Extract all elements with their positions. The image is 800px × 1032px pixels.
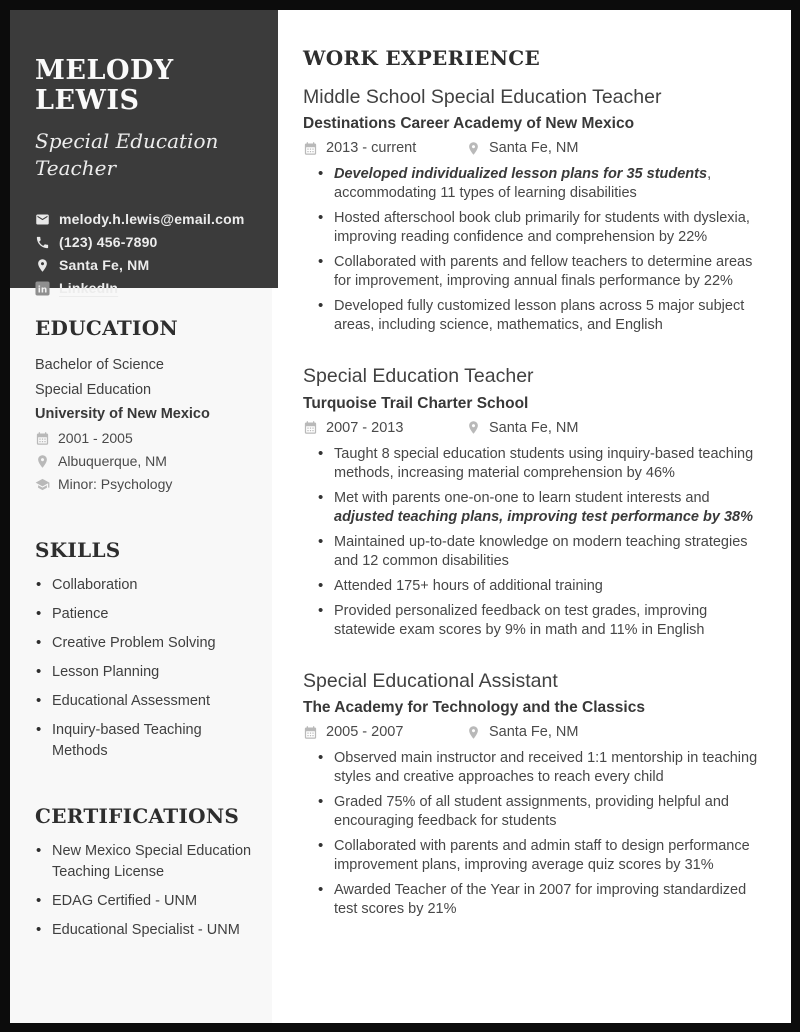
job-dates-text: 2013 - current [326, 140, 417, 157]
bullet-emphasis: Developed individualized lesson plans for 35 students [334, 166, 708, 183]
bullet-text: Maintained up-to-date knowledge on modern teaching strategies and 12 common disabilities [334, 533, 748, 569]
certification-text: EDAG Certified - UNM [52, 892, 198, 909]
education-heading: EDUCATION [35, 316, 179, 340]
graduation-cap-icon [35, 477, 50, 492]
bullet-text: Taught 8 special education students using inquiry-based teaching methods, increasing material comprehension by 46% [334, 445, 754, 481]
bullet-text: Awarded Teacher of the Year in 2007 for improving standardized test scores by 21% [334, 882, 747, 918]
skill-item [35, 604, 252, 625]
job-title: Special Educational Assistant [303, 669, 558, 692]
location-pin-icon [35, 258, 50, 273]
job-location [466, 140, 578, 156]
skill-text: Lesson Planning [52, 663, 160, 680]
job-location [466, 724, 578, 740]
education-dates [35, 427, 252, 450]
certification-item [35, 920, 252, 941]
calendar-icon [303, 141, 318, 156]
bullet-text: Attended 175+ hours of additional training [334, 577, 603, 594]
job-title: Middle School Special Education Teacher [303, 86, 662, 108]
skill-item [35, 662, 252, 683]
certification-text: New Mexico Special Education Teaching License [52, 842, 252, 880]
job-entry [303, 364, 765, 639]
bullet-text: Provided personalized feedback on test grades, improving statewide exam scores by 9% in math and 11% in English [334, 602, 708, 638]
skill-text: Educational Assessment [52, 692, 210, 709]
contact-linkedin[interactable] [35, 280, 254, 296]
location-pin-icon [466, 420, 481, 435]
contact-email [35, 211, 254, 227]
job-bullet [303, 445, 765, 483]
job-dates [303, 420, 466, 436]
job-bullet [303, 165, 765, 203]
bullet-text: Met with parents one-on-one to learn student interests and [334, 489, 710, 506]
job-bullet [303, 533, 765, 571]
contact-phone [35, 234, 254, 250]
header-box [10, 10, 278, 297]
email-icon [35, 212, 50, 227]
education-degree: Bachelor of Science [35, 357, 164, 373]
job-location-text: Santa Fe, NM [489, 419, 579, 436]
bullet-emphasis: adjusted teaching plans, improving test performance by 38% [334, 508, 753, 525]
bullet-text: Collaborated with parents and fellow teachers to determine areas for improvement, improving annual finals performance by 22% [334, 254, 753, 290]
job-dates-text: 2005 - 2007 [326, 724, 404, 741]
certification-item [35, 891, 252, 912]
certifications-heading: CERTIFICATIONS [35, 803, 240, 828]
job-company: The Academy for Technology and the Classics [303, 699, 645, 717]
job-dates [303, 140, 466, 156]
job-bullet [303, 209, 765, 247]
certifications-list [35, 841, 252, 941]
job-meta [303, 140, 765, 156]
job-bullet [303, 602, 765, 640]
job-bullet-list [303, 165, 765, 335]
contact-phone-text: (123) 456-7890 [59, 234, 158, 251]
job-dates-text: 2007 - 2013 [326, 419, 404, 436]
location-pin-icon [466, 725, 481, 740]
person-title: Special Education Teacher [35, 129, 219, 181]
location-pin-icon [35, 454, 50, 469]
resume-inner [10, 10, 791, 1023]
skill-text: Patience [52, 605, 109, 622]
certification-item [35, 841, 252, 883]
job-meta [303, 420, 765, 436]
skills-heading: SKILLS [35, 537, 121, 562]
job-dates [303, 724, 466, 740]
contact-email-text: melody.h.lewis@email.com [59, 211, 245, 228]
job-company: Destinations Career Academy of New Mexico [303, 115, 635, 133]
job-bullet [303, 253, 765, 291]
job-meta [303, 724, 765, 740]
job-company: Turquoise Trail Charter School [303, 394, 529, 412]
bullet-text: Developed fully customized lesson plans across 5 major subject areas, including science, mathematics, and English [334, 298, 745, 334]
job-bullet-list [303, 749, 765, 919]
contact-linkedin-link[interactable]: LinkedIn [59, 280, 119, 297]
linkedin-icon [35, 281, 50, 296]
job-location [466, 420, 578, 436]
education-section [35, 316, 252, 496]
skill-item [35, 720, 252, 762]
bullet-text: Graded 75% of all student assignments, providing helpful and encouraging feedback for students [334, 794, 729, 830]
phone-icon [35, 235, 50, 250]
job-title: Special Education Teacher [303, 365, 534, 388]
job-bullet-list [303, 445, 765, 640]
education-location-text: Albuquerque, NM [58, 452, 167, 469]
skill-text: Inquiry-based Teaching Methods [52, 721, 202, 759]
skill-text: Creative Problem Solving [52, 634, 216, 651]
job-entry [303, 669, 765, 919]
person-name: MELODY LEWIS [35, 55, 174, 116]
skill-text: Collaboration [52, 576, 138, 593]
contact-location [35, 257, 254, 273]
job-entry [303, 85, 765, 335]
skills-list [35, 575, 252, 762]
bullet-text: Hosted afterschool book club primarily for students with dyslexia, improving reading confidence and comprehension by 22% [334, 210, 750, 246]
calendar-icon [35, 431, 50, 446]
job-bullet [303, 837, 765, 875]
job-bullet [303, 793, 765, 831]
skill-item [35, 691, 252, 712]
skill-item [35, 633, 252, 654]
education-minor-text: Minor: Psychology [58, 475, 173, 492]
skill-item [35, 575, 252, 596]
job-bullet [303, 577, 765, 596]
job-bullet [303, 297, 765, 335]
calendar-icon [303, 725, 318, 740]
job-location-text: Santa Fe, NM [489, 724, 579, 741]
education-minor [35, 473, 252, 496]
education-location [35, 450, 252, 473]
sidebar [10, 10, 272, 1023]
job-location-text: Santa Fe, NM [489, 140, 579, 157]
work-experience-heading: WORK EXPERIENCE [303, 46, 541, 70]
job-bullet [303, 881, 765, 919]
education-major: Special Education [35, 381, 152, 398]
bullet-text: , accommodating 11 types of learning disabilities [334, 166, 712, 202]
bullet-text: Collaborated with parents and admin staff to design performance improvement plans, improving average quiz scores by 31% [334, 838, 750, 874]
contact-location-text: Santa Fe, NM [59, 257, 150, 274]
education-dates-text: 2001 - 2005 [58, 429, 133, 446]
main-column [272, 10, 791, 1023]
bullet-text: Observed main instructor and received 1:1 mentorship in teaching styles and creative approaches to reach every child [334, 750, 758, 786]
location-pin-icon [466, 141, 481, 156]
job-bullet [303, 489, 765, 527]
skills-section [35, 538, 252, 762]
job-bullet [303, 749, 765, 787]
certification-text: Educational Specialist - UNM [52, 921, 240, 938]
svg-text:in: in [37, 285, 48, 296]
education-school: University of New Mexico [35, 406, 210, 422]
certifications-section [35, 804, 252, 941]
calendar-icon [303, 420, 318, 435]
contact-block [35, 211, 254, 296]
